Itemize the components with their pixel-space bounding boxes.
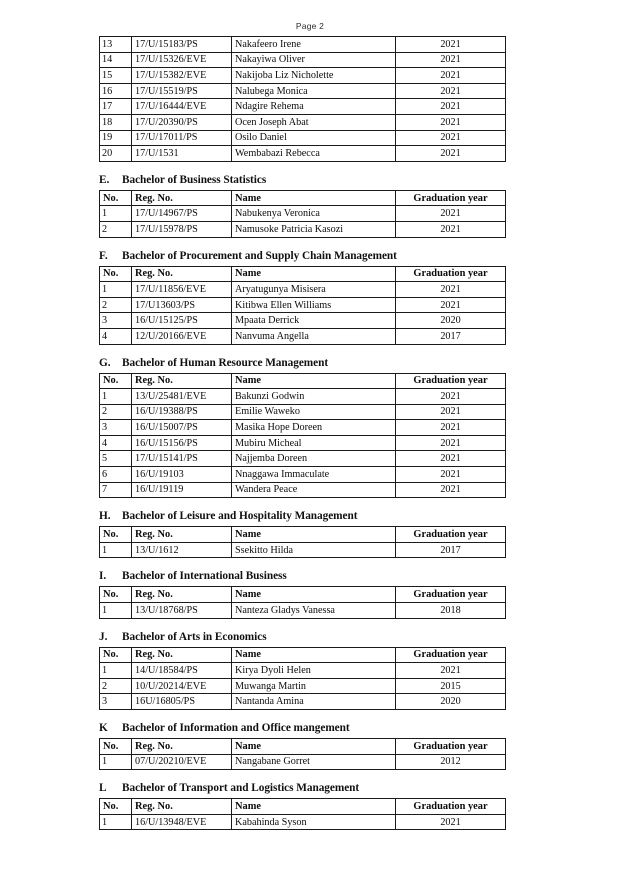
row-number-cell: 1 [100,282,132,298]
row-number-cell: 4 [100,328,132,344]
table-header-row [100,190,506,206]
section-title: Bachelor of Procurement and Supply Chain Management [122,249,397,262]
registration-number-cell: 17/U/15519/PS [132,83,232,99]
section-letter: G. [99,356,111,369]
section-table [99,190,506,238]
registration-number-cell: 12/U/20166/EVE [132,328,232,344]
row-number-cell: 1 [100,389,132,405]
section-table-body [100,282,506,344]
registration-number-cell: 13/U/1612 [132,542,232,558]
section-table-body [100,814,506,830]
graduation-year-cell: 2021 [396,83,506,99]
table-row [100,542,506,558]
table-row [100,754,506,770]
registration-number-cell: 17/U/15978/PS [132,221,232,237]
section-heading [99,722,505,735]
student-name-cell: Nanteza Gladys Vanessa [232,603,396,619]
table-header-row-group [100,266,506,282]
table-row [100,663,506,679]
section-letter: J. [99,630,108,643]
column-header-reg-no: Reg. No. [132,190,232,206]
registration-number-cell: 16/U/13948/EVE [132,814,232,830]
student-name-cell: Nakayiwa Oliver [232,52,396,68]
section-letter: F. [99,249,108,262]
row-number-cell: 5 [100,451,132,467]
table-row [100,603,506,619]
section-table [99,373,506,499]
section-heading [99,631,505,644]
table-row [100,37,506,53]
section-title: Bachelor of Information and Office mangement [122,722,350,734]
row-number-cell: 3 [100,420,132,436]
registration-number-cell: 17/U/17011/PS [132,130,232,146]
registration-number-cell: 16U/16805/PS [132,694,232,710]
table-row [100,52,506,68]
student-name-cell: Nnaggawa Immaculate [232,467,396,483]
section-title: Bachelor of Leisure and Hospitality Management [122,510,358,523]
section-table [99,526,506,558]
row-number-cell: 3 [100,313,132,329]
row-number-cell: 17 [100,99,132,115]
graduation-year-cell: 2021 [396,114,506,130]
registration-number-cell: 16/U/15007/PS [132,420,232,436]
column-header-graduation-year: Graduation year [396,647,506,663]
column-header-reg-no: Reg. No. [132,373,232,389]
row-number-cell: 19 [100,130,132,146]
registration-number-cell: 13/U/18768/PS [132,603,232,619]
section-letter: L [99,782,107,795]
registration-number-cell: 16/U/19388/PS [132,404,232,420]
student-name-cell: Wandera Peace [232,482,396,498]
column-header-no: No. [100,647,132,663]
section-table [99,266,506,345]
graduation-year-cell: 2021 [396,282,506,298]
column-header-graduation-year: Graduation year [396,527,506,543]
column-header-no: No. [100,190,132,206]
section-heading [99,174,505,187]
section-table-body [100,603,506,619]
column-header-no: No. [100,373,132,389]
column-header-name: Name [232,739,396,755]
table-row [100,206,506,222]
table-header-row [100,587,506,603]
graduation-year-cell: 2021 [396,37,506,53]
row-number-cell: 13 [100,37,132,53]
table-row [100,221,506,237]
row-number-cell: 14 [100,52,132,68]
student-name-cell: Nakijoba Liz Nicholette [232,68,396,84]
registration-number-cell: 10/U/20214/EVE [132,678,232,694]
graduation-year-cell: 2021 [396,482,506,498]
table-row [100,99,506,115]
column-header-no: No. [100,739,132,755]
student-name-cell: Nabukenya Veronica [232,206,396,222]
student-name-cell: Mubiru Micheal [232,435,396,451]
student-name-cell: Ssekitto Hilda [232,542,396,558]
row-number-cell: 2 [100,297,132,313]
table-row [100,404,506,420]
table-row [100,482,506,498]
graduation-year-cell: 2021 [396,206,506,222]
table-header-row-group [100,527,506,543]
section-table-body [100,542,506,558]
registration-number-cell: 14/U/18584/PS [132,663,232,679]
table-row [100,313,506,329]
graduation-year-cell: 2012 [396,754,506,770]
student-name-cell: Nakafeero Irene [232,37,396,53]
row-number-cell: 15 [100,68,132,84]
student-name-cell: Najjemba Doreen [232,451,396,467]
section-table [99,647,506,710]
section-title: Bachelor of Human Resource Management [122,356,329,369]
table-header-row-group [100,739,506,755]
graduation-year-cell: 2021 [396,420,506,436]
column-header-reg-no: Reg. No. [132,799,232,815]
column-header-graduation-year: Graduation year [396,739,506,755]
graduation-year-cell: 2021 [396,68,506,84]
section-table [99,798,506,830]
column-header-name: Name [232,266,396,282]
graduation-year-cell: 2017 [396,542,506,558]
column-header-graduation-year: Graduation year [396,799,506,815]
table-header-row [100,739,506,755]
column-header-reg-no: Reg. No. [132,527,232,543]
graduation-year-cell: 2018 [396,603,506,619]
student-name-cell: Kirya Dyoli Helen [232,663,396,679]
registration-number-cell: 17/U/15326/EVE [132,52,232,68]
column-header-graduation-year: Graduation year [396,373,506,389]
section-letter: E. [99,173,110,186]
table-header-row [100,373,506,389]
document-content [99,36,505,830]
column-header-graduation-year: Graduation year [396,587,506,603]
table-row [100,678,506,694]
continuation-table [99,36,506,162]
table-row [100,420,506,436]
table-row [100,83,506,99]
registration-number-cell: 16/U/15156/PS [132,435,232,451]
row-number-cell: 1 [100,206,132,222]
student-name-cell: Emilie Waweko [232,404,396,420]
table-row [100,68,506,84]
continuation-table-body [100,37,506,162]
row-number-cell: 1 [100,814,132,830]
graduation-year-cell: 2021 [396,389,506,405]
section-title: Bachelor of Arts in Economics [122,630,267,643]
section-heading [99,250,505,263]
table-row [100,389,506,405]
table-row [100,694,506,710]
table-row [100,146,506,162]
column-header-name: Name [232,587,396,603]
section-table-body [100,206,506,237]
graduation-year-cell: 2021 [396,221,506,237]
column-header-name: Name [232,647,396,663]
table-header-row-group [100,647,506,663]
student-name-cell: Bakunzi Godwin [232,389,396,405]
table-header-row-group [100,373,506,389]
student-name-cell: Ocen Joseph Abat [232,114,396,130]
table-row [100,282,506,298]
column-header-no: No. [100,799,132,815]
registration-number-cell: 16/U/19119 [132,482,232,498]
student-name-cell: Aryatugunya Misisera [232,282,396,298]
column-header-name: Name [232,527,396,543]
table-row [100,451,506,467]
section-table-body [100,663,506,710]
row-number-cell: 18 [100,114,132,130]
graduation-year-cell: 2021 [396,435,506,451]
section-heading [99,570,505,583]
section-heading [99,782,505,795]
table-header-row-group [100,587,506,603]
graduation-year-cell: 2021 [396,130,506,146]
graduation-year-cell: 2021 [396,451,506,467]
graduation-year-cell: 2021 [396,146,506,162]
graduation-year-cell: 2021 [396,297,506,313]
row-number-cell: 6 [100,467,132,483]
row-number-cell: 1 [100,542,132,558]
table-header-row [100,647,506,663]
registration-number-cell: 17/U/14967/PS [132,206,232,222]
student-name-cell: Ndagire Rehema [232,99,396,115]
column-header-reg-no: Reg. No. [132,739,232,755]
row-number-cell: 16 [100,83,132,99]
student-name-cell: Mpaata Derrick [232,313,396,329]
graduation-year-cell: 2021 [396,99,506,115]
registration-number-cell: 17/U/16444/EVE [132,99,232,115]
table-header-row [100,266,506,282]
table-header-row [100,527,506,543]
table-row [100,114,506,130]
column-header-no: No. [100,266,132,282]
column-header-name: Name [232,190,396,206]
section-letter: K [99,722,108,734]
row-number-cell: 1 [100,663,132,679]
graduation-year-cell: 2021 [396,52,506,68]
student-name-cell: Namusoke Patricia Kasozi [232,221,396,237]
row-number-cell: 1 [100,603,132,619]
graduation-year-cell: 2015 [396,678,506,694]
student-name-cell: Wembabazi Rebecca [232,146,396,162]
table-row [100,297,506,313]
registration-number-cell: 17/U/15183/PS [132,37,232,53]
table-row [100,814,506,830]
graduation-year-cell: 2017 [396,328,506,344]
page-number-header: Page 2 [295,21,325,31]
column-header-name: Name [232,373,396,389]
registration-number-cell: 17/U/1531 [132,146,232,162]
section-letter: H. [99,510,111,523]
registration-number-cell: 16/U/19103 [132,467,232,483]
row-number-cell: 2 [100,221,132,237]
section-heading [99,510,505,523]
registration-number-cell: 17/U/11856/EVE [132,282,232,298]
graduation-year-cell: 2020 [396,313,506,329]
table-row [100,328,506,344]
registration-number-cell: 07/U/20210/EVE [132,754,232,770]
registration-number-cell: 17/U/20390/PS [132,114,232,130]
column-header-name: Name [232,799,396,815]
row-number-cell: 4 [100,435,132,451]
column-header-no: No. [100,587,132,603]
row-number-cell: 2 [100,404,132,420]
student-name-cell: Kitibwa Ellen Williams [232,297,396,313]
student-name-cell: Kabahinda Syson [232,814,396,830]
table-row [100,467,506,483]
sections-container [99,174,505,831]
registration-number-cell: 17/U13603/PS [132,297,232,313]
section-table-body [100,754,506,770]
column-header-graduation-year: Graduation year [396,266,506,282]
row-number-cell: 2 [100,678,132,694]
section-title: Bachelor of Business Statistics [122,173,267,186]
student-name-cell: Muwanga Martin [232,678,396,694]
section-table [99,738,506,770]
row-number-cell: 3 [100,694,132,710]
section-table [99,586,506,618]
student-name-cell: Nantanda Amina [232,694,396,710]
student-name-cell: Nalubega Monica [232,83,396,99]
column-header-graduation-year: Graduation year [396,190,506,206]
section-letter: I. [99,570,107,583]
registration-number-cell: 13/U/25481/EVE [132,389,232,405]
section-table-body [100,389,506,498]
student-name-cell: Osilo Daniel [232,130,396,146]
graduation-year-cell: 2021 [396,814,506,830]
section-title: Bachelor of Transport and Logistics Management [122,782,360,795]
column-header-reg-no: Reg. No. [132,587,232,603]
column-header-reg-no: Reg. No. [132,266,232,282]
section-title: Bachelor of International Business [122,570,287,583]
registration-number-cell: 17/U/15141/PS [132,451,232,467]
table-header-row-group [100,799,506,815]
graduation-year-cell: 2021 [396,404,506,420]
graduation-year-cell: 2020 [396,694,506,710]
graduation-year-cell: 2021 [396,467,506,483]
student-name-cell: Nanvuma Angella [232,328,396,344]
table-row [100,435,506,451]
column-header-no: No. [100,527,132,543]
table-header-row-group [100,190,506,206]
registration-number-cell: 16/U/15125/PS [132,313,232,329]
table-header-row [100,799,506,815]
section-heading [99,357,505,370]
registration-number-cell: 17/U/15382/EVE [132,68,232,84]
graduation-year-cell: 2021 [396,663,506,679]
row-number-cell: 1 [100,754,132,770]
table-row [100,130,506,146]
student-name-cell: Masika Hope Doreen [232,420,396,436]
row-number-cell: 20 [100,146,132,162]
column-header-reg-no: Reg. No. [132,647,232,663]
student-name-cell: Nangabane Gorret [232,754,396,770]
row-number-cell: 7 [100,482,132,498]
